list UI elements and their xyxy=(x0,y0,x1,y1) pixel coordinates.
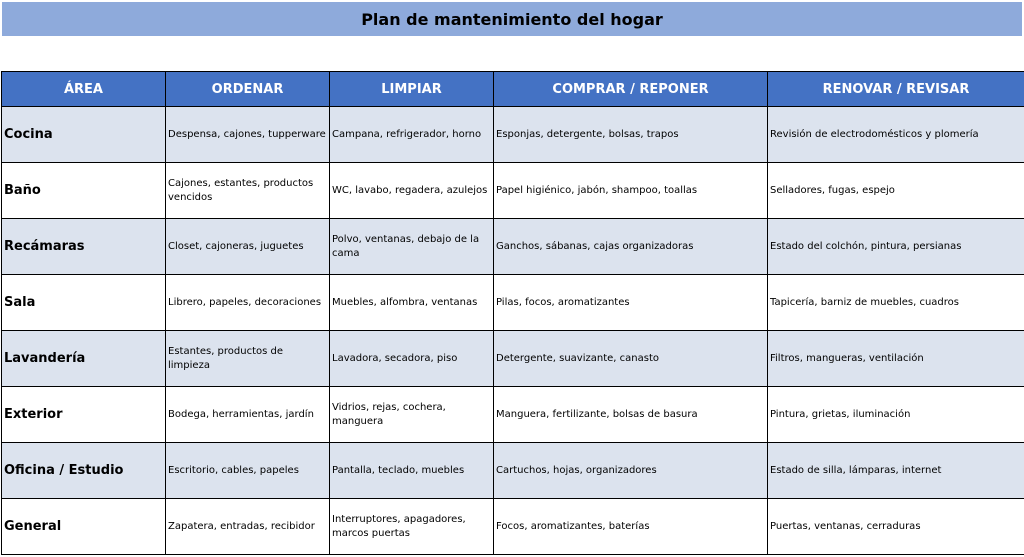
table-cell: Cartuchos, hojas, organizadores xyxy=(494,443,768,499)
table-row xyxy=(2,499,1024,555)
table-cell: Vidrios, rejas, cochera, manguera xyxy=(330,387,494,443)
table-cell: Detergente, suavizante, canasto xyxy=(494,331,768,387)
table-cell: Campana, refrigerador, horno xyxy=(330,107,494,163)
table-cell: Estado del colchón, pintura, persianas xyxy=(768,219,1024,275)
area-name-cell: Sala xyxy=(2,275,166,331)
table-cell: Interruptores, apagadores, marcos puertas xyxy=(330,499,494,555)
table-row xyxy=(2,275,1024,331)
table-row xyxy=(2,387,1024,443)
table-cell: WC, lavabo, regadera, azulejos xyxy=(330,163,494,219)
table-cell: Focos, aromatizantes, baterías xyxy=(494,499,768,555)
table-row xyxy=(2,443,1024,499)
column-header: RENOVAR / REVISAR xyxy=(768,72,1024,107)
table-cell: Estantes, productos de limpieza xyxy=(166,331,330,387)
table-cell: Closet, cajoneras, juguetes xyxy=(166,219,330,275)
area-name-cell: Recámaras xyxy=(2,219,166,275)
table-cell: Pintura, grietas, iluminación xyxy=(768,387,1024,443)
column-header: COMPRAR / REPONER xyxy=(494,72,768,107)
table-cell: Bodega, herramientas, jardín xyxy=(166,387,330,443)
table-cell: Selladores, fugas, espejo xyxy=(768,163,1024,219)
header-row xyxy=(2,72,1024,107)
column-header: LIMPIAR xyxy=(330,72,494,107)
area-name-cell: General xyxy=(2,499,166,555)
table-cell: Ganchos, sábanas, cajas organizadoras xyxy=(494,219,768,275)
table-cell: Papel higiénico, jabón, shampoo, toallas xyxy=(494,163,768,219)
area-name-cell: Oficina / Estudio xyxy=(2,443,166,499)
table-cell: Despensa, cajones, tupperware xyxy=(166,107,330,163)
table-cell: Filtros, mangueras, ventilación xyxy=(768,331,1024,387)
table-cell: Estado de silla, lámparas, internet xyxy=(768,443,1024,499)
table-row xyxy=(2,163,1024,219)
table-cell: Polvo, ventanas, debajo de la cama xyxy=(330,219,494,275)
maintenance-plan-table xyxy=(1,71,1024,555)
table-cell: Librero, papeles, decoraciones xyxy=(166,275,330,331)
area-name-cell: Lavandería xyxy=(2,331,166,387)
table-cell: Escritorio, cables, papeles xyxy=(166,443,330,499)
table-cell: Pilas, focos, aromatizantes xyxy=(494,275,768,331)
column-header: ÁREA xyxy=(2,72,166,107)
table-cell: Tapicería, barniz de muebles, cuadros xyxy=(768,275,1024,331)
page-title: Plan de mantenimiento del hogar xyxy=(361,9,663,29)
table-row xyxy=(2,219,1024,275)
table-cell: Zapatera, entradas, recibidor xyxy=(166,499,330,555)
table-row xyxy=(2,107,1024,163)
title-bar xyxy=(2,2,1022,36)
table-cell: Revisión de electrodomésticos y plomería xyxy=(768,107,1024,163)
table-cell: Cajones, estantes, productos vencidos xyxy=(166,163,330,219)
table-cell: Pantalla, teclado, muebles xyxy=(330,443,494,499)
table-body xyxy=(2,107,1024,555)
table-cell: Esponjas, detergente, bolsas, trapos xyxy=(494,107,768,163)
table-cell: Puertas, ventanas, cerraduras xyxy=(768,499,1024,555)
table-cell: Manguera, fertilizante, bolsas de basura xyxy=(494,387,768,443)
column-header: ORDENAR xyxy=(166,72,330,107)
table-cell: Lavadora, secadora, piso xyxy=(330,331,494,387)
area-name-cell: Baño xyxy=(2,163,166,219)
table-cell: Muebles, alfombra, ventanas xyxy=(330,275,494,331)
table-row xyxy=(2,331,1024,387)
area-name-cell: Cocina xyxy=(2,107,166,163)
area-name-cell: Exterior xyxy=(2,387,166,443)
